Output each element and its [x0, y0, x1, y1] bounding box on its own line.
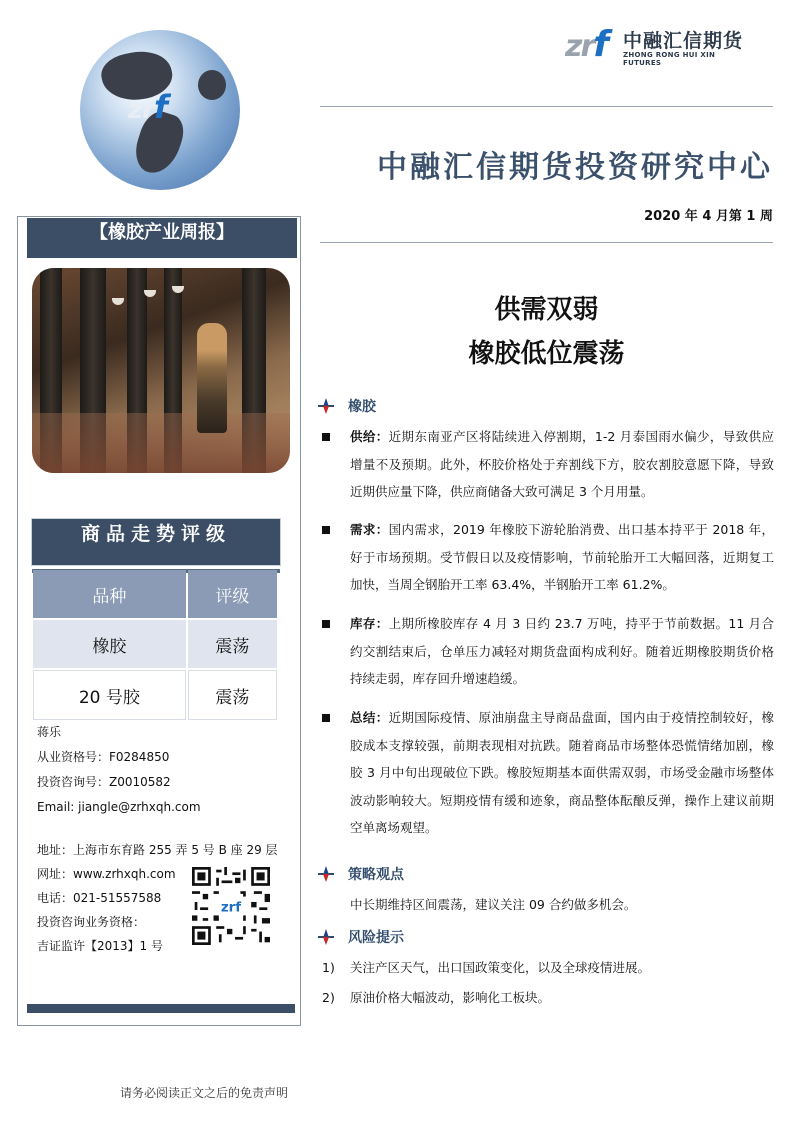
- bullet-supply: [322, 423, 774, 506]
- section-arrow-icon: [318, 866, 334, 882]
- sidebar-bottom-bar: [27, 1004, 295, 1013]
- risk-number: 2): [322, 990, 335, 1005]
- bullet-square-icon: [322, 433, 330, 441]
- risk-item-1: [322, 955, 774, 981]
- analyst-name: 蒋乐: [37, 725, 62, 739]
- bullet-label: 供给：: [350, 429, 389, 444]
- analyst-email: Email: jiangle@zrhxqh.com: [37, 800, 201, 814]
- section-rubber-label: 橡胶: [348, 399, 376, 415]
- company-website: 网址：www.zrhxqh.com: [37, 867, 176, 881]
- bullet-demand: [322, 516, 774, 599]
- bullet-text: 近期东南亚产区将陆续进入停割期，1-2 月泰国雨水偏少，导致供应增量不及预期。此外，杯胶价格处于弃割线下方，胶农割胶意愿下降，导致近期供应量下降，供应商储备大致可满足 3 个月用量。: [350, 429, 774, 499]
- headline-line-2: 橡胶低位震荡: [468, 339, 625, 369]
- bullet-square-icon: [322, 526, 330, 534]
- disclaimer-footer: 请务必阅读正文之后的免责声明: [120, 1086, 289, 1100]
- rating-table: [31, 568, 279, 722]
- bullet-text: 近期国际疫情、原油崩盘主导商品盘面，国内由于疫情控制较好，橡胶成本支撑较强，前期表现相对抗跌。随着商品市场整体恐慌情绪加剧，橡胶 3 月中旬出现破位下跌。橡胶短期基本面供需双弱，市场受金融市场整体波动影响较大。短期疫情有缓和迹象，商品整体酝酿反弹，操作上建议前期空单离场观望。: [350, 710, 774, 835]
- bullet-text: 上期所橡胶库存 4 月 3 日约 23.7 万吨，持平于节前数据。11 月合约交割结束后，仓单压力减轻对期货盘面构成利好。随着近期橡胶期货价格持续走弱，库存回升增速趋缓。: [350, 616, 774, 686]
- section-strategy-heading: [318, 864, 404, 888]
- rating-header-rating: 评级: [188, 570, 277, 618]
- section-arrow-icon: [318, 398, 334, 414]
- table-row: [33, 670, 277, 720]
- rating-variety: 橡胶: [33, 620, 186, 668]
- continent-europe: [198, 70, 226, 100]
- section-arrow-icon: [318, 929, 334, 945]
- analyst-advisor-id: 投资咨询号：Z0010582: [37, 775, 171, 789]
- bullet-label: 总结：: [350, 710, 389, 725]
- rating-header-variety: 品种: [33, 570, 186, 618]
- rating-header-row: [33, 570, 277, 618]
- strategy-text: 中长期维持区间震荡，建议关注 09 合约做多机会。: [350, 897, 637, 912]
- company-address: 地址：上海市东育路 255 弄 5 号 B 座 29 层: [37, 843, 278, 857]
- risk-item-2: [322, 985, 774, 1011]
- company-qualification: 投资咨询业务资格：: [37, 915, 146, 929]
- bullet-summary: [322, 704, 774, 842]
- report-tag: 【橡胶产业周报】: [27, 218, 297, 258]
- qr-code: [187, 867, 275, 945]
- zrf-mark: zrf: [565, 24, 607, 65]
- section-rubber-heading: [318, 396, 376, 420]
- bullet-label: 库存：: [350, 616, 389, 631]
- header-divider-bottom: [320, 242, 773, 243]
- table-row: [33, 620, 277, 668]
- risk-text: 原油价格大幅波动，影响化工板块。: [350, 990, 551, 1005]
- company-logo: [565, 16, 750, 66]
- headline-line-1: 供需双弱: [494, 295, 599, 325]
- company-name-en: ZHONG RONG HUI XIN FUTURES: [623, 51, 716, 67]
- rubber-tapping-photo: [32, 268, 290, 473]
- bullet-square-icon: [322, 620, 330, 628]
- bullet-square-icon: [322, 714, 330, 722]
- report-date: 2020 年 4 月第 1 周: [644, 209, 773, 224]
- section-risk-heading: [318, 927, 404, 951]
- globe-logo: [80, 30, 240, 190]
- research-center-title: 中融汇信期货投资研究中心: [377, 150, 773, 185]
- bullet-text: 国内需求，2019 年橡胶下游轮胎消费、出口基本持平于 2018 年，好于市场预期。受节假日以及疫情影响，节前轮胎开工大幅回落，近期复工加快，当周全钢胎开工率 63.4%，半钢胎开工率 61.2%。: [350, 522, 774, 592]
- analyst-license: 从业资格号：F0284850: [37, 750, 170, 764]
- section-risk-label: 风险提示: [348, 930, 404, 946]
- svg-text:zrf: zrf: [220, 900, 242, 916]
- risk-text: 关注产区天气，出口国政策变化，以及全球疫情进展。: [350, 960, 651, 975]
- header-divider-top: [320, 106, 773, 107]
- company-phone: 电话：021-51557588: [37, 891, 162, 905]
- rating-value: 震荡: [188, 670, 277, 720]
- report-headline: [320, 288, 773, 376]
- globe-zrf-mark: zrf: [128, 88, 167, 126]
- analyst-info: [37, 720, 297, 820]
- risk-number: 1): [322, 960, 335, 975]
- section-strategy-label: 策略观点: [348, 867, 404, 883]
- bullet-label: 需求：: [350, 522, 389, 537]
- rating-variety: 20 号胶: [33, 670, 186, 720]
- company-name-cn: 中融汇信期货: [623, 30, 744, 52]
- rating-value: 震荡: [188, 620, 277, 668]
- rating-title: 商品走势评级: [31, 518, 281, 566]
- bullet-inventory: [322, 610, 774, 693]
- company-permit: 吉证监许【2013】1 号: [37, 939, 163, 953]
